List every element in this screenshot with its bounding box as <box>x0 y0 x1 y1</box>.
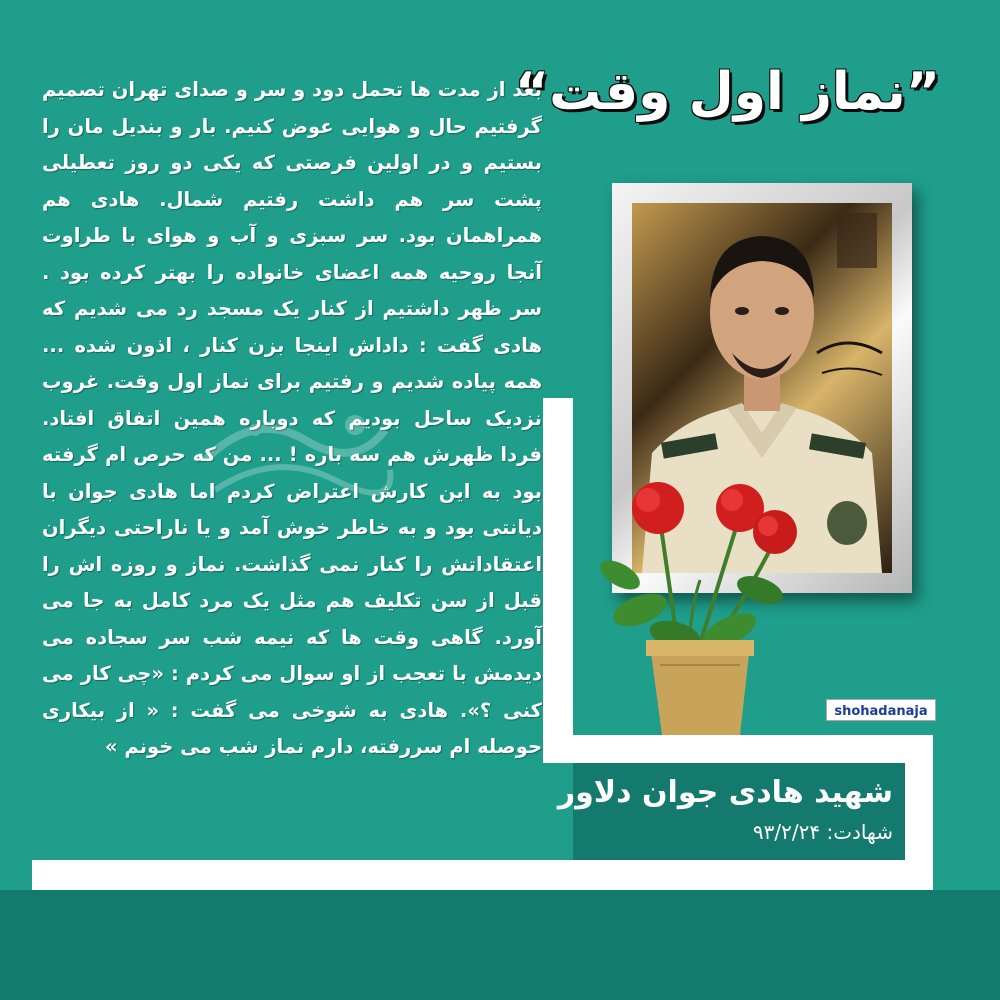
story-text: بعد از مدت ها تحمل دود و سر و صدای تهران تصمیم گرفتیم حال و هوایی عوض کنیم. بار و بندیل مان را بستیم و در اولین فرصتی که یکی دو روز تعطیلی پشت سر هم داشت رفتیم شمال. هادی هم همراهمان بود. سر سبزی و آب و هوای با طراوت آنجا روحیه همه اعضای خانواده را بهتر کرده بود . سر ظهر داشتیم از کنار یک مسجد رد می شدیم که هادی گفت : داداش اینجا بزن کنار ، اذون شده ... همه پیاده شدیم و رفتیم برای نماز اول وقت. غروب نزدیک ساحل بودیم که دوباره همین اتفاق افتاد. فردا ظهرش هم سه باره ! ... من که حرص ام گرفته بود به این کارش اعتراض کردم اما هادی جوان با دیانتی بود و به خاطر خوش آمد و یا ناراحتی دیگران اعتقاداتش را کنار نمی گذاشت. نماز و روزه اش را قبل از سن تکلیف هم مثل یک مرد کامل به جا می آورد. گاهی وقت ها که نیمه شب سر سجاده می دیدمش با تعجب از او سوال می کردم : «چی کار می کنی ؟». هادی به شوخی می گفت : « از بیکاری حوصله ام سررفته، دارم نماز شب می خونم » <box>42 78 542 758</box>
martyr-name: شهید هادی جوان دلاور <box>557 775 893 810</box>
site-badge <box>826 699 936 721</box>
white-frame-horizontal-bottom <box>32 860 933 890</box>
bottom-band <box>0 890 1000 1000</box>
site-badge-text: shohadanaja <box>834 704 928 719</box>
martyr-info-plate <box>557 763 905 860</box>
white-frame-vertical <box>543 398 573 740</box>
martyr-date: شهادت: ۹۳/۲/۲۴ <box>752 820 893 844</box>
flower-pot-icon <box>600 470 830 750</box>
page-title: ”نماز اول وقت“ <box>514 62 940 122</box>
